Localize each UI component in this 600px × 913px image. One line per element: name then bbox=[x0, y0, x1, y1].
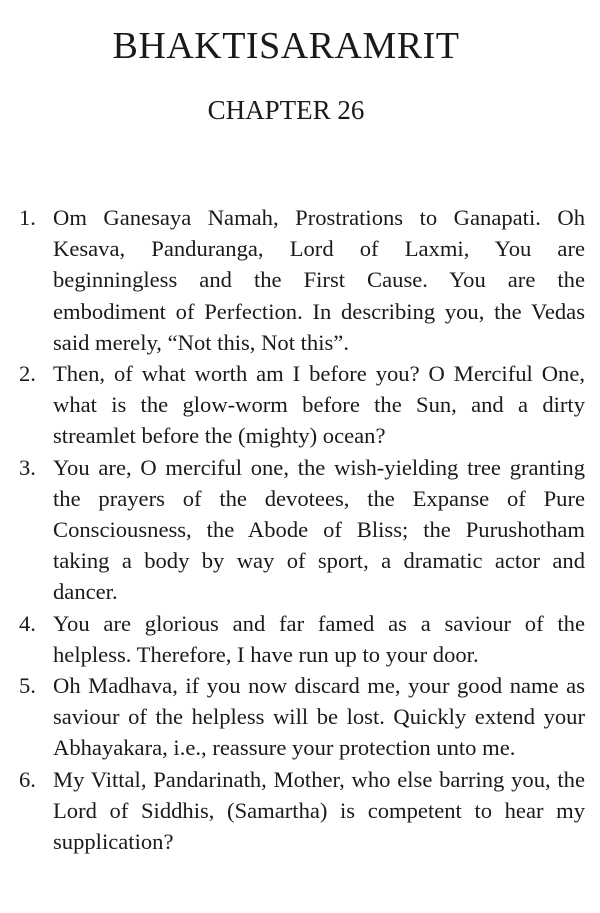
verse-item bbox=[19, 358, 585, 452]
verse-list bbox=[19, 202, 585, 857]
book-title: BHAKTISARAMRIT bbox=[112, 25, 460, 67]
verse-text: My Vittal, Pandarinath, Mother, who else barring you, the Lord of Siddhis, (Samartha) is competent to hear my supplication? bbox=[53, 766, 585, 855]
verse-item bbox=[19, 670, 585, 764]
verse-item bbox=[19, 608, 585, 670]
verse-text: You are, O merciful one, the wish-yielding tree granting the prayers of the devotees, the Expanse of Pure Consciousness, the Abode of Bliss; the Purushotham taking a body by way of sport, a dramatic actor and dancer. bbox=[53, 454, 585, 605]
verse-number: 2. bbox=[19, 361, 36, 387]
verse-text: You are glorious and far famed as a saviour of the helpless. Therefore, I have run up to your door. bbox=[53, 610, 585, 667]
verse-item bbox=[19, 764, 585, 858]
verse-text: Then, of what worth am I before you? O Merciful One, what is the glow-worm before the Sun, and a dirty streamlet before the (mighty) ocean? bbox=[53, 361, 585, 449]
verse-number: 3. bbox=[19, 454, 36, 480]
verse-item bbox=[19, 452, 585, 608]
verse-item bbox=[19, 202, 585, 358]
verse-number: 1. bbox=[19, 205, 36, 230]
verse-number: 6. bbox=[19, 766, 36, 792]
verse-text: Om Ganesaya Namah, Prostrations to Ganapati. Oh Kesava, Panduranga, Lord of Laxmi, You are beginningless and the First Cause. You are the embodiment of Perfection. In describing you, the Vedas said merely, “Not this, Not this”. bbox=[53, 205, 585, 355]
verse-number: 5. bbox=[19, 673, 36, 699]
chapter-title: CHAPTER 26 bbox=[207, 95, 365, 125]
verse-number: 4. bbox=[19, 610, 36, 636]
verse-text: Oh Madhava, if you now discard me, your good name as saviour of the helpless will be lost. Quickly extend your Abhayakara, i.e., reassure your protection unto me. bbox=[53, 673, 585, 761]
